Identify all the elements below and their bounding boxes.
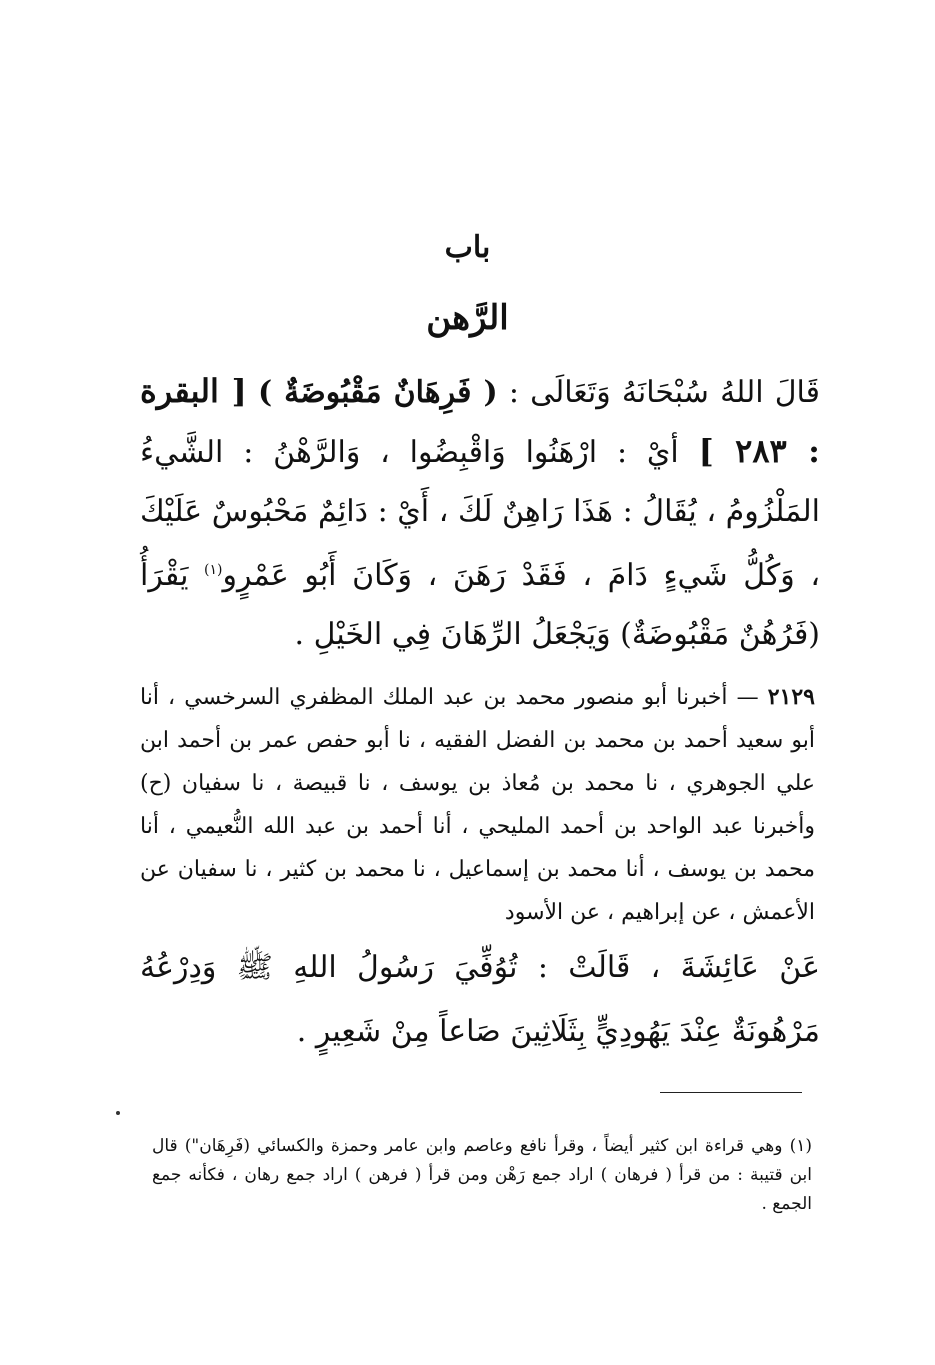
footnote-marker: (١) xyxy=(204,562,223,578)
footnote-1: (١) وهي قراءة ابن كثير أيضاً ، وقرأ نافع وعاصم وابن عامر وحمزة والكسائي (فَرِهَان") قال ابن قتيبة : من قرأ ( فرهان ) اراد جمع رَهْن ومن قرأ ( فرهن ) اراد جمع رهان ، فكأنه جمع الجمع . xyxy=(152,1136,812,1214)
footnotes xyxy=(152,1132,812,1219)
chapter-title: الرَّهن xyxy=(426,298,509,338)
scan-speck xyxy=(116,1111,120,1115)
hadith-matn: عَنْ عَائِشَةَ ، قَالَتْ : تُوُفِّيَ رَسُولُ اللهِ ﷺ وَدِرْعُهُ مَرْهُونَةٌ عِنْدَ يَهُودِيٍّ بِثَلَاثِينَ صَاعاً مِنْ شَعِيرٍ . xyxy=(140,950,820,1049)
verse-quote: ( فَرِهَانٌ مَقْبُوضَةٌ ) xyxy=(257,375,498,410)
chapter-label: باب xyxy=(444,230,491,265)
commentary-part-2: يَقْرَأُ (فَرُهُنٌ مَقْبُوضَةٌ) وَيَجْعَلُ الرِّهَانَ فِي الخَيْلِ . xyxy=(140,558,820,652)
hadith-isnad: — أخبرنا أبو منصور محمد بن عبد الملك المظفري السرخسي ، أنا أبو سعيد أحمد بن محمد بن الفضل الفقيه ، نا أبو حفص عمر بن أحمد ابن علي الجوهري ، نا محمد بن مُعاذ بن يوسف ، نا قبيصة ، نا سفيان (ح) وأخبرنا عبد الواحد بن أحمد المليحي ، أنا أحمد بن عبد الله النُّعيمي ، أنا محمد بن يوسف ، أنا محمد بن إسماعيل ، نا محمد بن كثير ، نا سفيان عن الأعمش ، عن إبراهيم ، عن الأسود xyxy=(140,685,815,925)
footnote-divider xyxy=(660,1092,802,1093)
hadith-chain xyxy=(140,676,815,934)
intro-paragraph xyxy=(140,362,820,664)
hadith-number: ٢١٢٩ xyxy=(767,684,815,710)
verse-reference: [ البقرة : ٢٨٣ ] xyxy=(140,372,820,470)
commentary-part-1: أيْ : ارْهَنُوا وَاقْبِضُوا ، وَالرَّهْنُ : الشَّيءُ المَلْزُومُ ، يُقَالُ : هَذَا رَاهِنٌ لَكَ ، أَيْ : دَائِمٌ مَحْبُوسٌ عَلَيْكَ ، وَكُلُّ شَيءٍ دَامَ ، فَقَدْ رَهَنَ ، وَكَانَ أَبُو عَمْرٍو xyxy=(140,435,820,593)
verse-lead: قَالَ اللهُ سُبْحَانَهُ وَتَعَالَى : xyxy=(508,375,820,410)
